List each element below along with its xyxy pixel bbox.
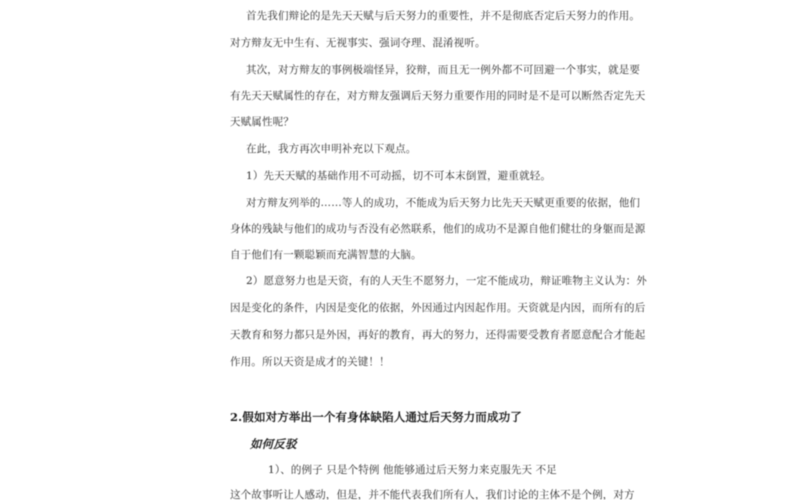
paragraph-line: 在此，我方再次申明补充以下观点。: [246, 143, 417, 155]
paragraph-line: 1）、的例子 只是个特例 他能够通过后天努力来克服先天 不足: [268, 464, 557, 476]
paragraph-line: 这个故事听让人感动，但是，并不能代表我们所有人，我们讨论的主体不是个例，对方: [230, 489, 635, 500]
paragraph-line: 作用。所以天资是成才的关键！！: [230, 356, 390, 368]
paragraph-line: 有先天天赋属性的存在，对方辩友强调后天努力重要作用的同时是不是可以断然否定先天: [230, 90, 646, 102]
section-heading: 2.假如对方举出一个有身体缺陷人通过后天努力而成功了: [230, 410, 522, 424]
paragraph-line: 其次，对方辩友的事例极端怪异，狡辩，而且无一例外都不可回避一个事实，就是要: [246, 64, 641, 76]
paragraph-line: 首先我们辩论的是先天天赋与后天努力的重要性，并不是彻底否定后天努力的作用。: [246, 10, 641, 22]
paragraph-line: 天赋属性呢？: [230, 116, 294, 128]
paragraph-line: 对方辩友无中生有、无视事实、强词夺理、混淆视听。: [230, 37, 486, 49]
list-item-line: 2）愿意努力也是天资，有的人天生不愿努力，一定不能成功，辩证唯物主义认为：外: [246, 275, 647, 287]
paragraph-line: 因是变化的条件，内因是变化的依据，外因通过内因起作用。天资就是内因，而所有的后: [230, 302, 646, 314]
paragraph-line: 天教育和努力都只是外因，再好的教育，再大的努力，还得需要受教育者愿意配合才能起: [230, 329, 646, 341]
paragraph-line: 自于他们有一颗聪颖而充满智慧的大脑。: [230, 249, 422, 261]
section-subheading: 如何反驳: [250, 437, 297, 451]
paragraph-line: 身体的残缺与他们的成功与否没有必然联系，他们的成功不是源自他们健壮的身躯而是源: [230, 223, 646, 235]
list-item-line: 1）先天天赋的基础作用不可动摇，切不可本末倒置，避重就轻。: [246, 170, 552, 182]
paragraph-line: 对方辩友列举的……等人的成功，不能成为后天努力比先天天赋更重要的依据，他们: [246, 197, 641, 209]
